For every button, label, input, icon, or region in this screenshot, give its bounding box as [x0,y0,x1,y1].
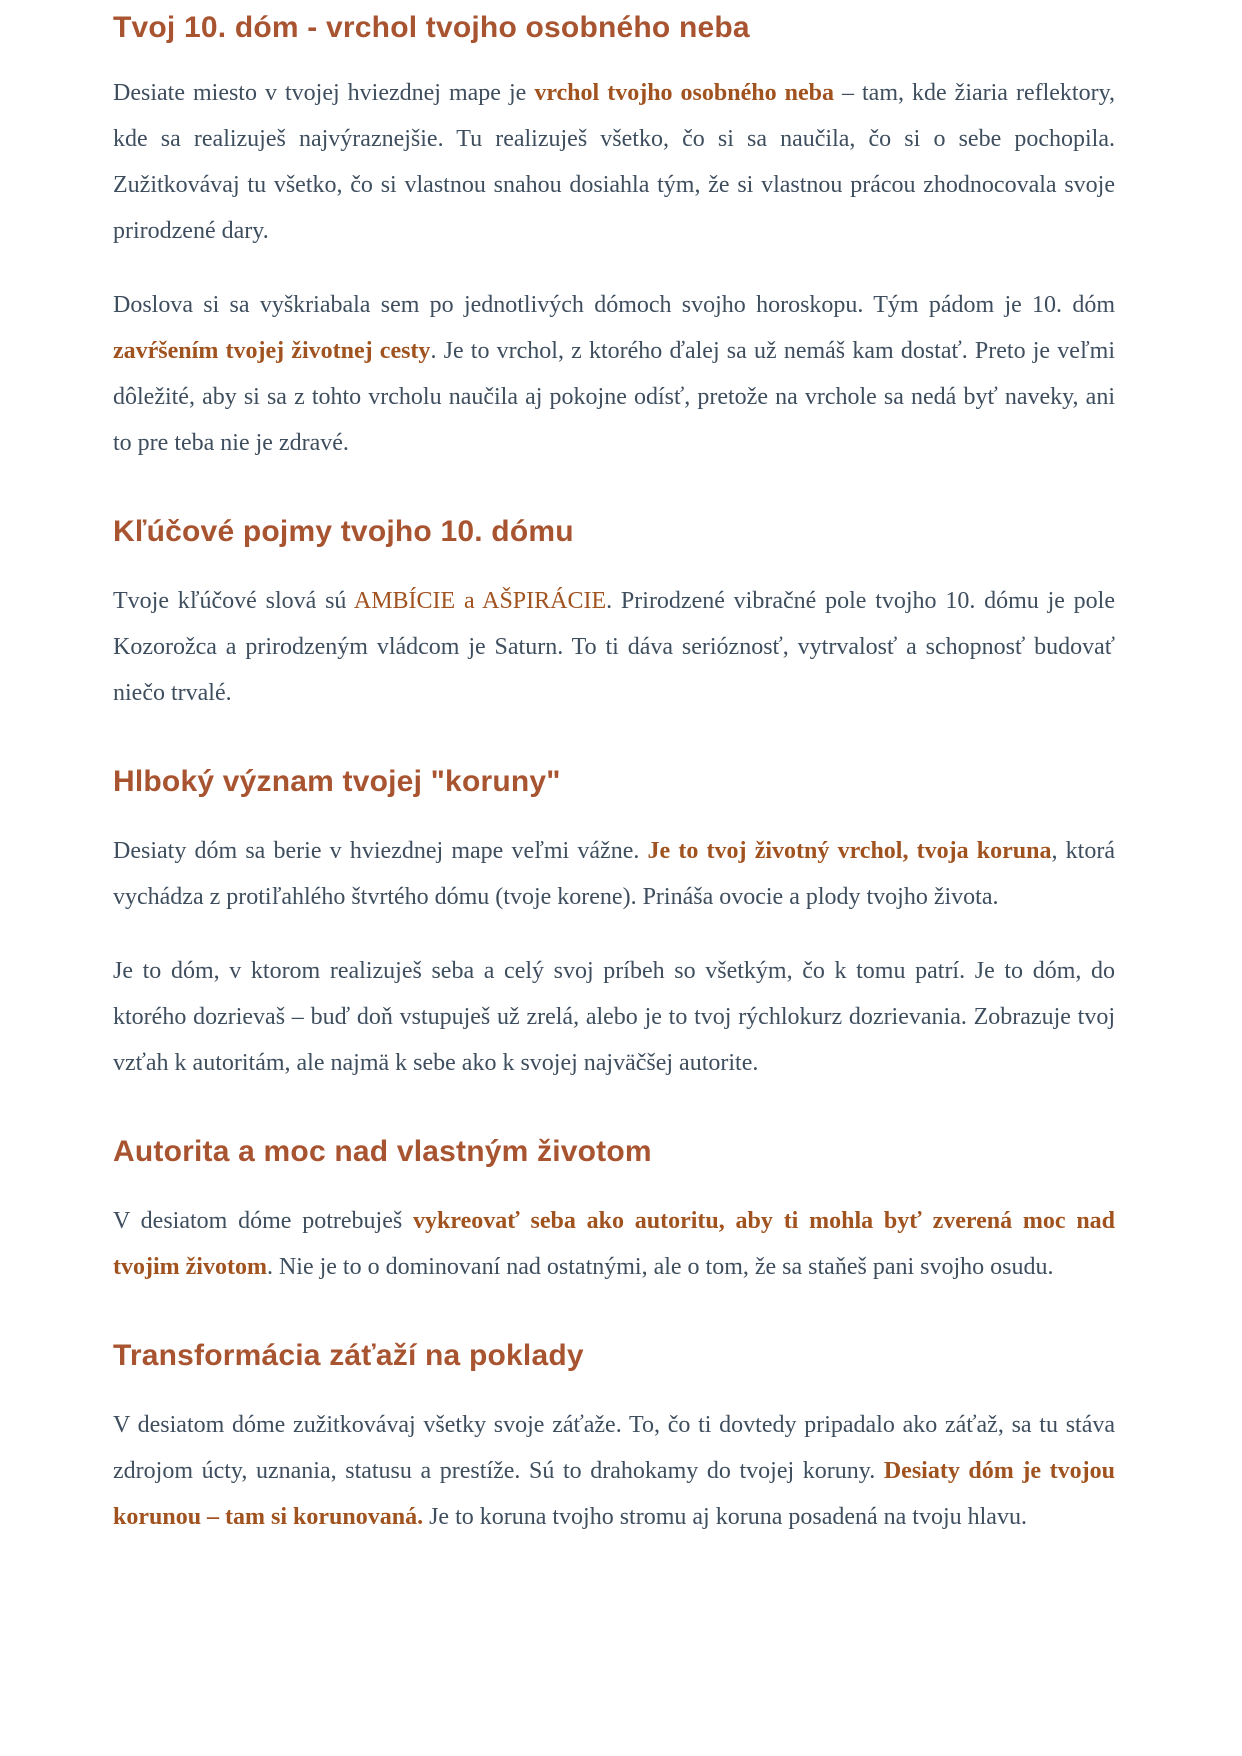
highlighted-text-run: vykreovať seba ako autoritu, aby ti mohla byť zverená moc nad tvojim životom [113,1208,1116,1280]
text-run: . Je to vrchol, z ktorého ďalej sa už nemáš kam dostať. Preto je veľmi dôležité, aby si sa z tohto vrcholu naučila aj pokojne odísť, pretože na vrchole sa nedá byť naveky, ani to pre teba nie je zdravé. [113,338,1116,456]
text-run: Desiaty dóm sa berie v hviezdnej mape veľmi vážne. [113,838,648,864]
text-run: V desiatom dóme zužitkovávaj všetky svoje záťaže. To, čo ti dovtedy pripadalo ako záťaž, sa tu stáva zdrojom úcty, uznania, statusu a prestíže. Sú to drahokamy do tvojej koruny. [113,1412,1115,1484]
section-heading: Kľúčové pojmy tvojho 10. dómu [113,515,574,548]
paragraph [113,70,1115,254]
article-body [113,8,1115,1540]
paragraph [113,1402,1115,1540]
highlighted-text-run: AMBÍCIE a AŠPIRÁCIE [353,588,607,614]
text-run: Je to koruna tvojho stromu aj koruna posadená na tvoju hlavu. [423,1504,1027,1530]
paragraph [113,282,1115,466]
text-run: Desiate miesto v tvojej hviezdnej mape je [113,80,535,106]
paragraph [113,828,1115,920]
section-heading: Transformácia záťaží na poklady [113,1339,584,1372]
section-heading: Hlboký význam tvojej "koruny" [113,765,561,798]
text-run: Doslova si sa vyškriabala sem po jednotlivých dómoch svojho horoskopu. Tým pádom je 10. dóm [113,292,1115,318]
paragraph [113,578,1115,716]
text-run: Je to dóm, v ktorom realizuješ seba a celý svoj príbeh so všetkým, čo k tomu patrí. Je to dóm, do ktorého dozrievaš – buď doň vstupuješ už zrelá, alebo je to tvoj rýchlokurz dozrievania. Zobrazuje tvoj vzťah k autoritám, ale najmä k sebe ako k svojej najväčšej autorite. [113,958,1115,1076]
paragraph [113,1198,1115,1290]
highlighted-text-run: Je to tvoj životný vrchol, tvoja koruna [647,838,1052,864]
highlighted-text-run: vrchol tvojho osobného neba [534,80,834,106]
text-run: Tvoje kľúčové slová sú [113,588,354,614]
text-run: . Nie je to o dominovaní nad ostatnými, ale o tom, že sa staňeš pani svojho osudu. [266,1254,1054,1280]
highlighted-text-run: Desiaty dóm je tvojou korunou – tam si korunovaná. [113,1458,1115,1530]
section-heading: Autorita a moc nad vlastným životom [113,1135,652,1168]
page-title: Tvoj 10. dóm - vrchol tvojho osobného neba [113,11,750,44]
text-run: – tam, kde žiaria reflektory, kde sa realizuješ najvýraznejšie. Tu realizuješ všetko, čo si sa naučila, čo si o sebe pochopila. Zužitkovávaj tu všetko, čo si vlastnou snahou dosiahla tým, že si vlastnou prácou zhodnocovala svoje prirodzené dary. [113,80,1116,244]
text-run: V desiatom dóme potrebuješ [113,1208,413,1234]
text-run: . Prirodzené vibračné pole tvojho 10. dómu je pole Kozorožca a prirodzeným vládcom je Saturn. To ti dáva serióznosť, vytrvalosť a schopnosť budovať niečo trvalé. [113,588,1115,706]
text-run: , ktorá vychádza z protiľahlého štvrtého dómu (tvoje korene). Prináša ovocie a plody tvojho života. [113,838,1115,910]
highlighted-text-run: zavŕšením tvojej životnej cesty [113,338,431,364]
paragraph [113,948,1115,1086]
